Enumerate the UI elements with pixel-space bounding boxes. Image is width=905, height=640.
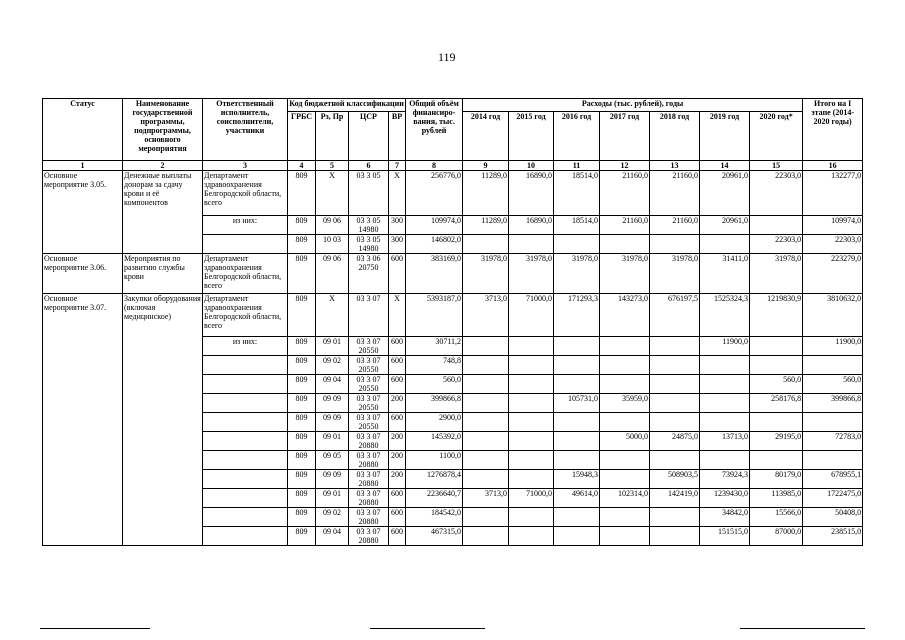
y2014-cell: 11289,0 (463, 171, 509, 216)
y2014-cell (463, 527, 509, 546)
vr-cell: 600 (389, 489, 406, 508)
csr-cell: 03 3 07 20880 (349, 527, 389, 546)
vr-cell: 600 (389, 337, 406, 356)
rzpr-cell: X (316, 294, 349, 337)
y2014-cell: 31978,0 (463, 254, 509, 294)
vr-cell: 600 (389, 356, 406, 375)
table-body (43, 171, 863, 546)
total-cell: 30711,2 (406, 337, 463, 356)
y2019-cell: 1525324,3 (700, 294, 750, 337)
y2016-cell (554, 413, 600, 432)
sum-cell: 238515,0 (803, 527, 863, 546)
y2019-cell (700, 235, 750, 254)
col-index: 14 (700, 161, 750, 171)
y2020-cell (750, 216, 803, 235)
rzpr-cell: 09 09 (316, 394, 349, 413)
csr-cell: 03 3 07 20550 (349, 413, 389, 432)
rzpr-cell: 09 06 (316, 216, 349, 235)
grbs-cell: 809 (288, 254, 316, 294)
total-cell: 2236640,7 (406, 489, 463, 508)
y2017-cell (600, 470, 650, 489)
col-index: 12 (600, 161, 650, 171)
y2014-cell (463, 508, 509, 527)
vr-cell: 600 (389, 413, 406, 432)
y2019-cell (700, 394, 750, 413)
rzpr-cell: 09 05 (316, 451, 349, 470)
header-responsible: Ответственный исполнитель, соисполнители, участники (203, 99, 288, 161)
table-row (43, 254, 863, 294)
total-cell: 109974,0 (406, 216, 463, 235)
responsible-cell: из них: (203, 216, 288, 235)
y2019-cell: 34842,0 (700, 508, 750, 527)
y2017-cell (600, 508, 650, 527)
csr-cell: 03 3 07 20880 (349, 508, 389, 527)
y2018-cell (650, 394, 700, 413)
rzpr-cell: X (316, 171, 349, 216)
sum-cell: 678955,1 (803, 470, 863, 489)
sum-cell: 72783,0 (803, 432, 863, 451)
y2018-cell (650, 337, 700, 356)
total-cell: 5393187,0 (406, 294, 463, 337)
vr-cell: 600 (389, 508, 406, 527)
y2019-cell (700, 451, 750, 470)
vr-cell: 200 (389, 451, 406, 470)
status-cell: Основное мероприятие 3.05. (43, 171, 123, 254)
y2015-cell: 16890,0 (509, 171, 554, 216)
y2019-cell: 31411,0 (700, 254, 750, 294)
y2020-cell (750, 451, 803, 470)
y2018-cell (650, 413, 700, 432)
y2020-cell (750, 413, 803, 432)
csr-cell: 03 3 07 20880 (349, 470, 389, 489)
y2016-cell: 15948,3 (554, 470, 600, 489)
y2017-cell: 21160,0 (600, 171, 650, 216)
csr-cell: 03 3 07 20880 (349, 451, 389, 470)
grbs-cell: 809 (288, 489, 316, 508)
header-2016: 2016 год (554, 112, 600, 161)
y2017-cell: 143273,0 (600, 294, 650, 337)
col-index: 1 (43, 161, 123, 171)
grbs-cell: 809 (288, 235, 316, 254)
y2014-cell (463, 394, 509, 413)
y2014-cell (463, 470, 509, 489)
y2016-cell (554, 527, 600, 546)
vr-cell: 300 (389, 216, 406, 235)
csr-cell: 03 3 05 14980 (349, 216, 389, 235)
budget-table (42, 98, 863, 546)
status-cell: Основное мероприятие 3.06. (43, 254, 123, 294)
y2015-cell (509, 394, 554, 413)
sum-cell: 50408,0 (803, 508, 863, 527)
y2015-cell (509, 527, 554, 546)
vr-cell: 200 (389, 470, 406, 489)
y2020-cell (750, 337, 803, 356)
y2015-cell (509, 470, 554, 489)
status-cell: Основное мероприятие 3.07. (43, 294, 123, 546)
y2014-cell (463, 337, 509, 356)
footer-line (370, 628, 485, 629)
y2018-cell (650, 235, 700, 254)
y2018-cell: 21160,0 (650, 216, 700, 235)
col-index: 13 (650, 161, 700, 171)
responsible-cell (203, 470, 288, 489)
total-cell: 2900,0 (406, 413, 463, 432)
y2016-cell (554, 508, 600, 527)
y2014-cell (463, 432, 509, 451)
y2018-cell (650, 356, 700, 375)
col-index: 2 (123, 161, 203, 171)
rzpr-cell: 10 03 (316, 235, 349, 254)
col-index: 5 (316, 161, 349, 171)
header-expenses: Расходы (тыс. рублей), годы (463, 99, 803, 112)
csr-cell: 03 3 05 (349, 171, 389, 216)
responsible-cell (203, 489, 288, 508)
grbs-cell: 809 (288, 470, 316, 489)
y2019-cell: 11900,0 (700, 337, 750, 356)
csr-cell: 03 3 07 (349, 294, 389, 337)
y2015-cell (509, 432, 554, 451)
y2016-cell (554, 451, 600, 470)
grbs-cell: 809 (288, 356, 316, 375)
header-2015: 2015 год (509, 112, 554, 161)
rzpr-cell: 09 04 (316, 527, 349, 546)
col-index: 9 (463, 161, 509, 171)
y2014-cell: 3713,0 (463, 294, 509, 337)
rzpr-cell: 09 09 (316, 470, 349, 489)
table-row (43, 294, 863, 337)
y2017-cell (600, 356, 650, 375)
grbs-cell: 809 (288, 294, 316, 337)
y2016-cell (554, 337, 600, 356)
vr-cell: 200 (389, 394, 406, 413)
y2015-cell (509, 356, 554, 375)
csr-cell: 03 3 05 14980 (349, 235, 389, 254)
csr-cell: 03 3 07 20550 (349, 337, 389, 356)
y2017-cell (600, 413, 650, 432)
responsible-cell: Департамент здравоохранения Белгородской области, всего (203, 171, 288, 216)
header-2019: 2019 год (700, 112, 750, 161)
grbs-cell: 809 (288, 394, 316, 413)
y2016-cell (554, 235, 600, 254)
y2020-cell: 87000,0 (750, 527, 803, 546)
y2017-cell (600, 527, 650, 546)
grbs-cell: 809 (288, 451, 316, 470)
responsible-cell: из них: (203, 337, 288, 356)
y2020-cell: 31978,0 (750, 254, 803, 294)
y2017-cell (600, 337, 650, 356)
y2016-cell (554, 432, 600, 451)
col-index: 8 (406, 161, 463, 171)
total-cell: 184542,0 (406, 508, 463, 527)
y2018-cell: 508903,5 (650, 470, 700, 489)
y2016-cell: 171293,3 (554, 294, 600, 337)
page-number: 119 (438, 50, 456, 64)
csr-cell: 03 3 07 20550 (349, 394, 389, 413)
grbs-cell: 809 (288, 413, 316, 432)
responsible-cell (203, 508, 288, 527)
y2018-cell: 142419,0 (650, 489, 700, 508)
rzpr-cell: 09 01 (316, 432, 349, 451)
y2017-cell: 31978,0 (600, 254, 650, 294)
y2018-cell (650, 508, 700, 527)
vr-cell: 300 (389, 235, 406, 254)
col-index: 11 (554, 161, 600, 171)
total-cell: 467315,0 (406, 527, 463, 546)
vr-cell: X (389, 171, 406, 216)
header-budget-code: Код бюджетной классификации (288, 99, 406, 112)
responsible-cell (203, 527, 288, 546)
y2017-cell: 102314,0 (600, 489, 650, 508)
header-grbs: ГРБС (288, 112, 316, 161)
column-index-row (43, 161, 863, 171)
col-index: 6 (349, 161, 389, 171)
col-index: 10 (509, 161, 554, 171)
name-cell: Денежные выплаты донорам за сдачу крови и её компонентов (123, 171, 203, 254)
y2016-cell: 18514,0 (554, 171, 600, 216)
csr-cell: 03 3 06 20750 (349, 254, 389, 294)
sum-cell: 1722475,0 (803, 489, 863, 508)
grbs-cell: 809 (288, 527, 316, 546)
y2017-cell: 5000,0 (600, 432, 650, 451)
y2018-cell: 21160,0 (650, 171, 700, 216)
y2014-cell (463, 451, 509, 470)
y2020-cell: 22303,0 (750, 235, 803, 254)
y2015-cell (509, 337, 554, 356)
total-cell: 383169,0 (406, 254, 463, 294)
y2018-cell (650, 527, 700, 546)
csr-cell: 03 3 07 20550 (349, 375, 389, 394)
sum-cell: 109974,0 (803, 216, 863, 235)
header-2018: 2018 год (650, 112, 700, 161)
y2018-cell (650, 451, 700, 470)
total-cell: 145392,0 (406, 432, 463, 451)
total-cell: 748,8 (406, 356, 463, 375)
rzpr-cell: 09 01 (316, 489, 349, 508)
y2017-cell: 21160,0 (600, 216, 650, 235)
grbs-cell: 809 (288, 216, 316, 235)
y2019-cell: 1239430,0 (700, 489, 750, 508)
header-rzpr: Рз, Пр (316, 112, 349, 161)
y2016-cell: 31978,0 (554, 254, 600, 294)
y2014-cell (463, 375, 509, 394)
grbs-cell: 809 (288, 508, 316, 527)
total-cell: 146802,0 (406, 235, 463, 254)
y2020-cell: 113985,0 (750, 489, 803, 508)
sum-cell: 11900,0 (803, 337, 863, 356)
sum-cell (803, 413, 863, 432)
rzpr-cell: 09 02 (316, 508, 349, 527)
table-row (43, 171, 863, 216)
sum-cell (803, 451, 863, 470)
rzpr-cell: 09 06 (316, 254, 349, 294)
responsible-cell: Департамент здравоохранения Белгородской области, всего (203, 254, 288, 294)
y2014-cell: 3713,0 (463, 489, 509, 508)
y2019-cell (700, 413, 750, 432)
y2016-cell (554, 356, 600, 375)
rzpr-cell: 09 04 (316, 375, 349, 394)
grbs-cell: 809 (288, 375, 316, 394)
vr-cell: 600 (389, 254, 406, 294)
y2020-cell: 80179,0 (750, 470, 803, 489)
y2019-cell (700, 375, 750, 394)
responsible-cell (203, 375, 288, 394)
y2018-cell (650, 375, 700, 394)
y2016-cell: 18514,0 (554, 216, 600, 235)
footer-line (40, 628, 150, 629)
y2015-cell: 31978,0 (509, 254, 554, 294)
y2015-cell: 16890,0 (509, 216, 554, 235)
rzpr-cell: 09 09 (316, 413, 349, 432)
total-cell: 1100,0 (406, 451, 463, 470)
grbs-cell: 809 (288, 171, 316, 216)
y2017-cell: 35959,0 (600, 394, 650, 413)
header-2014: 2014 год (463, 112, 509, 161)
responsible-cell (203, 432, 288, 451)
responsible-cell (203, 413, 288, 432)
y2017-cell (600, 375, 650, 394)
y2015-cell (509, 413, 554, 432)
header-row-1 (43, 99, 863, 112)
y2014-cell (463, 413, 509, 432)
y2019-cell: 20961,0 (700, 171, 750, 216)
y2016-cell (554, 375, 600, 394)
y2018-cell: 31978,0 (650, 254, 700, 294)
responsible-cell (203, 235, 288, 254)
y2020-cell: 560,0 (750, 375, 803, 394)
header-status: Статус (43, 99, 123, 161)
y2016-cell: 105731,0 (554, 394, 600, 413)
y2015-cell (509, 235, 554, 254)
y2016-cell: 49614,0 (554, 489, 600, 508)
y2017-cell (600, 235, 650, 254)
sum-cell: 560,0 (803, 375, 863, 394)
y2019-cell: 20961,0 (700, 216, 750, 235)
responsible-cell (203, 451, 288, 470)
header-csr: ЦСР (349, 112, 389, 161)
y2018-cell: 676197,5 (650, 294, 700, 337)
y2015-cell (509, 451, 554, 470)
sum-cell: 399866,8 (803, 394, 863, 413)
y2017-cell (600, 451, 650, 470)
responsible-cell (203, 394, 288, 413)
y2019-cell (700, 356, 750, 375)
y2015-cell: 71000,0 (509, 294, 554, 337)
col-index: 16 (803, 161, 863, 171)
header-2017: 2017 год (600, 112, 650, 161)
vr-cell: 200 (389, 432, 406, 451)
col-index: 3 (203, 161, 288, 171)
name-cell: Закупки оборудования (включая медицинское) (123, 294, 203, 546)
sum-cell (803, 356, 863, 375)
col-index: 15 (750, 161, 803, 171)
header-total-stage: Итого на I этапе (2014-2020 годы) (803, 99, 863, 161)
total-cell: 399866,8 (406, 394, 463, 413)
sum-cell: 223279,0 (803, 254, 863, 294)
col-index: 7 (389, 161, 406, 171)
footer-line (740, 628, 865, 629)
csr-cell: 03 3 07 20880 (349, 432, 389, 451)
col-index: 4 (288, 161, 316, 171)
sum-cell: 132277,0 (803, 171, 863, 216)
header-name: Наименование государственной программы, подпрограммы, основного мероприятия (123, 99, 203, 161)
vr-cell: X (389, 294, 406, 337)
y2014-cell: 11289,0 (463, 216, 509, 235)
grbs-cell: 809 (288, 337, 316, 356)
vr-cell: 600 (389, 527, 406, 546)
y2020-cell: 22303,0 (750, 171, 803, 216)
header-vr: ВР (389, 112, 406, 161)
y2015-cell (509, 508, 554, 527)
responsible-cell (203, 356, 288, 375)
y2020-cell: 258176,8 (750, 394, 803, 413)
y2020-cell (750, 356, 803, 375)
y2019-cell: 151515,0 (700, 527, 750, 546)
y2015-cell: 71000,0 (509, 489, 554, 508)
total-cell: 560,0 (406, 375, 463, 394)
header-2020: 2020 год* (750, 112, 803, 161)
csr-cell: 03 3 07 20550 (349, 356, 389, 375)
name-cell: Мероприятия по развитию службы крови (123, 254, 203, 294)
sum-cell: 22303,0 (803, 235, 863, 254)
y2020-cell: 29195,0 (750, 432, 803, 451)
y2014-cell (463, 235, 509, 254)
vr-cell: 600 (389, 375, 406, 394)
total-cell: 256776,0 (406, 171, 463, 216)
rzpr-cell: 09 02 (316, 356, 349, 375)
header-total-volume: Общий объём финансиро-вания, тыс. рублей (406, 99, 463, 161)
grbs-cell: 809 (288, 432, 316, 451)
y2014-cell (463, 356, 509, 375)
y2018-cell: 24875,0 (650, 432, 700, 451)
y2020-cell: 15566,0 (750, 508, 803, 527)
responsible-cell: Департамент здравоохранения Белгородской области, всего (203, 294, 288, 337)
y2019-cell: 73924,3 (700, 470, 750, 489)
csr-cell: 03 3 07 20880 (349, 489, 389, 508)
y2019-cell: 13713,0 (700, 432, 750, 451)
rzpr-cell: 09 01 (316, 337, 349, 356)
total-cell: 1276878,4 (406, 470, 463, 489)
sum-cell: 3810632,0 (803, 294, 863, 337)
y2020-cell: 1219830,9 (750, 294, 803, 337)
y2015-cell (509, 375, 554, 394)
